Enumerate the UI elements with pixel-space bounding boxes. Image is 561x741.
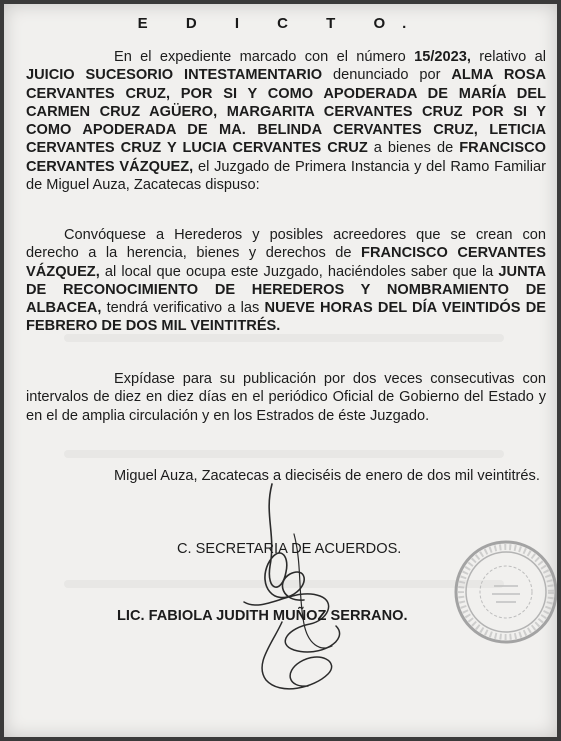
bold-text-run: ALMA ROSA CERVANTES CRUZ, POR SI Y COMO APODERADA DE MARÍA DEL CARMEN CRUZ AGÜERO, MARGARITA CERVANTES CRUZ POR SI Y COMO APODERADA DE MA. BELINDA CERVANTES CRUZ, LETICIA CERVANTES CRUZ Y LUCIA CERVANTES CRUZ	[26, 67, 547, 157]
signatory-role: C. SECRETARIA DE ACUERDOS.	[177, 541, 402, 557]
text-run: tendrá verificativo a las	[101, 300, 265, 317]
bold-text-run: FRANCISCO CERVANTES VÁZQUEZ,	[26, 245, 546, 280]
court-seal-stamp	[444, 526, 557, 656]
text-run: a bienes de	[367, 140, 460, 157]
paragraph-expediente	[26, 48, 546, 194]
text-run: relativo al	[470, 49, 546, 65]
text-run: Miguel Auza, Zacatecas a dieciséis de enero de dos mil veintitrés.	[114, 468, 540, 484]
paragraph-convocatoria	[26, 226, 546, 336]
bold-text-run: JUNTA DE RECONOCIMIENTO DE HEREDEROS Y NOMBRAMIENTO DE ALBACEA,	[26, 263, 546, 317]
bold-text-run: 15/2023,	[414, 49, 471, 65]
text-run: Convóquese a Herederos y posibles acreedores que se crean con derecho a la herencia, bienes y derechos de	[26, 227, 546, 262]
document-title: E D I C T O.	[137, 15, 424, 32]
paragraph-publicacion	[26, 370, 546, 425]
text-run: denunciado por	[322, 67, 452, 84]
bleed-through-shadow	[64, 450, 504, 458]
text-run: al local que ocupa este Juzgado, haciéndoles saber que la	[99, 263, 499, 280]
handwritten-signature	[224, 474, 374, 704]
signatory-name: LIC. FABIOLA JUDITH MUÑOZ SERRANO.	[117, 608, 408, 624]
document-page	[4, 4, 557, 737]
bold-text-run: FRANCISCO CERVANTES VÁZQUEZ,	[26, 140, 546, 175]
text-run: Expídase para su publicación por dos veces consecutivas con intervalos de diez en diez días en el periódico Oficial de Gobierno del Estado y en el de amplia circulación y en los Estrados de éste Juzgado.	[26, 371, 546, 424]
text-run: En el expediente marcado con el número	[114, 49, 415, 65]
bold-text-run: JUICIO SUCESORIO INTESTAMENTARIO	[26, 67, 323, 84]
text-run: el Juzgado de Primera Instancia y del Ramo Familiar de Miguel Auza, Zacatecas dispuso:	[26, 158, 546, 194]
bold-text-run: NUEVE HORAS DEL DÍA VEINTIDÓS DE FEBRERO DE DOS MIL VEINTITRÉS.	[26, 300, 546, 335]
